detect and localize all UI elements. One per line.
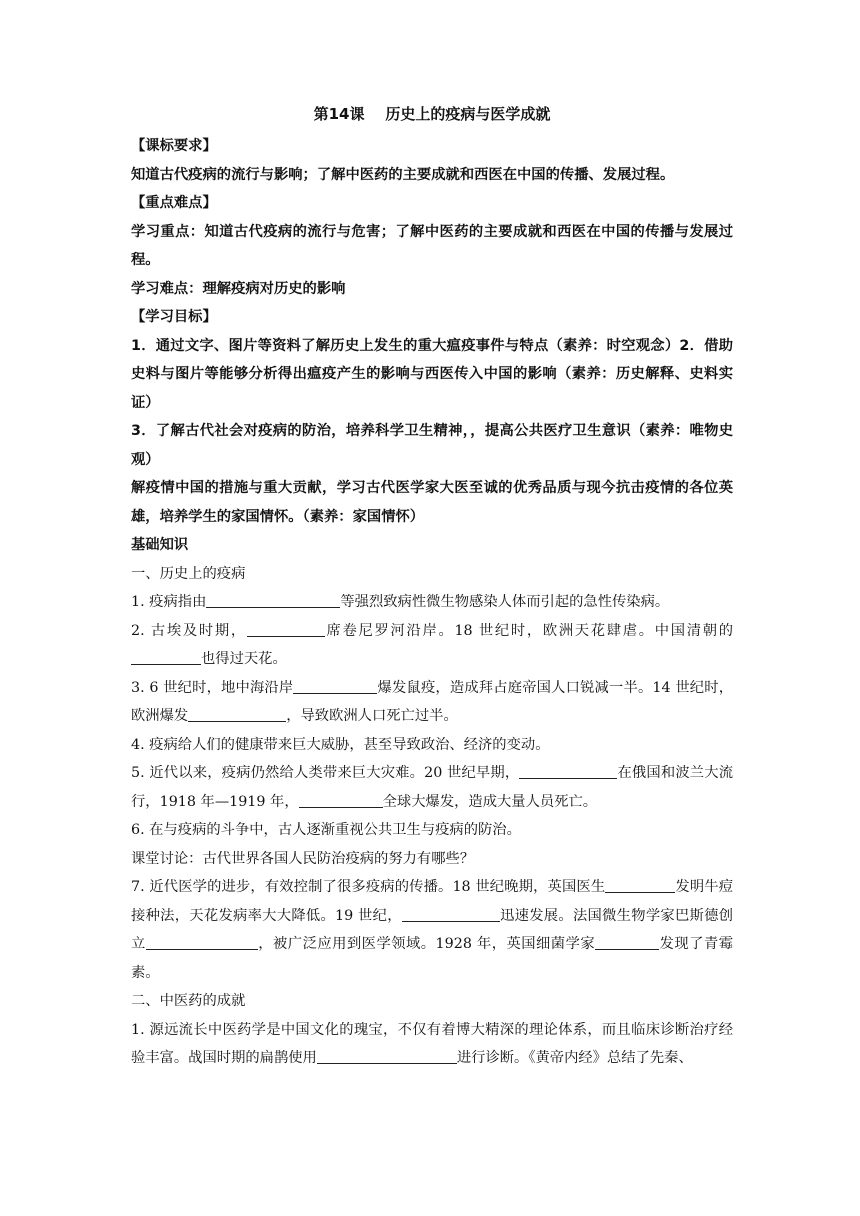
fill-blank[interactable]	[293, 677, 377, 694]
question-3-text-a: 3. 6 世纪时，地中海沿岸	[131, 679, 294, 696]
question-5-text-a: 5. 近代以来，疫病仍然给人类带来巨大灾难。20 世纪早期，	[131, 765, 520, 781]
document-content	[131, 104, 733, 1073]
question-1-text-a: 1. 疫病指由	[131, 594, 207, 610]
fill-blank[interactable]	[299, 791, 383, 808]
fill-blank[interactable]	[206, 591, 340, 608]
question-7-text-d: ，被广泛应用到医学领域。1928 年，英国细菌学家	[257, 936, 596, 952]
question-1	[131, 588, 733, 617]
key-points-heading: 【重点难点】	[131, 195, 217, 211]
question-5-text-c: 全球大爆发，造成大量人员死亡。	[382, 793, 598, 810]
question-2-text-b: 席卷尼罗河沿岸。18 世纪时，欧洲天花肆虐。中国清朝的	[324, 622, 734, 639]
fill-blank[interactable]	[146, 933, 258, 950]
class-discussion: 课堂讨论：古代世界各国人民防治疫病的努力有哪些？	[131, 850, 475, 867]
part2-item-1-text-a: 1. 源远流长中医药学是中国文化的瑰宝，不仅有着博大精深的理论体系，而且临床诊断治疗经验丰富。战国时期的扁鹊使用	[131, 1021, 733, 1066]
fill-blank[interactable]	[595, 933, 659, 950]
question-2-text-c: 也得过天花。	[201, 651, 287, 667]
question-3-text-b: 爆发鼠疫，造成拜占庭帝国人口锐减一半。14 世纪时，欧洲爆发	[131, 679, 734, 724]
question-7-text-c: 迅速发展。法国微生物学家巴斯德创立	[131, 907, 733, 952]
goal-4-text: 解疫情中国的措施与重大贡献，学习古代医学家大医至诚的优秀品质与现今抗击疫情的各位英雄，培养学生的家国情怀。（素养：家国情怀）	[131, 480, 733, 525]
goal-3-text: 3．了解古代社会对疫病的防治，培养科学卫生精神，，提高公共医疗卫生意识（素养：唯物史观）	[131, 423, 733, 468]
question-5-text-b: 在俄国和波兰大流行，1918 年—1919 年，	[131, 765, 733, 810]
key-difficulty-text: 学习难点：理解疫病对历史的影响	[131, 280, 346, 297]
fill-blank[interactable]	[247, 620, 325, 637]
part1-heading: 一、历史上的疫病	[131, 565, 246, 582]
question-7-text-b: 发明牛痘接种法，天花发病率大大降低。19 世纪，	[131, 879, 734, 924]
question-4: 4. 疫病给人们的健康带来巨大威胁，甚至导致政治、经济的变动。	[131, 736, 550, 753]
fill-blank[interactable]	[519, 762, 617, 779]
question-2-text-a: 2. 古埃及时期，	[131, 622, 247, 639]
question-3-text-c: ，导致欧洲人口死亡过半。	[286, 708, 458, 724]
fill-blank[interactable]	[605, 876, 675, 893]
fill-blank[interactable]	[131, 648, 201, 665]
question-2	[131, 617, 733, 674]
fill-blank[interactable]	[188, 705, 286, 722]
goal-1-2-text: 1．通过文字、图片等资料了解历史上发生的重大瘟疫事件与特点（素养：时空观念）2．借助史料与图片等能够分析得出瘟疫产生的影响与西医传入中国的影响（素养：历史解释、史料实证）	[131, 337, 733, 411]
fill-blank[interactable]	[402, 905, 500, 922]
question-3	[131, 674, 733, 731]
question-7-text-a: 7. 近代医学的进步，有效控制了很多疫病的传播。18 世纪晚期，英国医生	[131, 879, 606, 895]
part2-heading: 二、中医药的成就	[131, 993, 246, 1009]
question-6: 6. 在与疫病的斗争中，古人逐渐重视公共卫生与疫病的防治。	[131, 822, 521, 838]
curriculum-heading: 【课标要求】	[131, 138, 217, 154]
curriculum-text: 知道古代疫病的流行与影响；了解中医药的主要成就和西医在中国的传播、发展过程。	[131, 166, 675, 183]
basics-heading: 基础知识	[131, 537, 189, 553]
fill-blank[interactable]	[317, 1047, 457, 1064]
question-1-text-b: 等强烈致病性微生物感染人体而引起的急性传染病。	[340, 594, 670, 610]
goals-heading: 【学习目标】	[131, 309, 217, 325]
question-5	[131, 759, 733, 816]
question-7	[131, 873, 733, 987]
key-focus-text: 学习重点：知道古代疫病的流行与危害；了解中医药的主要成就和西医在中国的传播与发展过程。	[131, 223, 733, 268]
question-7-text-e: 发现了青霉素。	[131, 936, 734, 981]
part2-item-1-text-b: 进行诊断。《黄帝内经》总结了先秦、	[456, 1050, 693, 1066]
page-title: 第14课 历史上的疫病与医学成就	[313, 105, 551, 123]
part2-item-1	[131, 1016, 733, 1073]
